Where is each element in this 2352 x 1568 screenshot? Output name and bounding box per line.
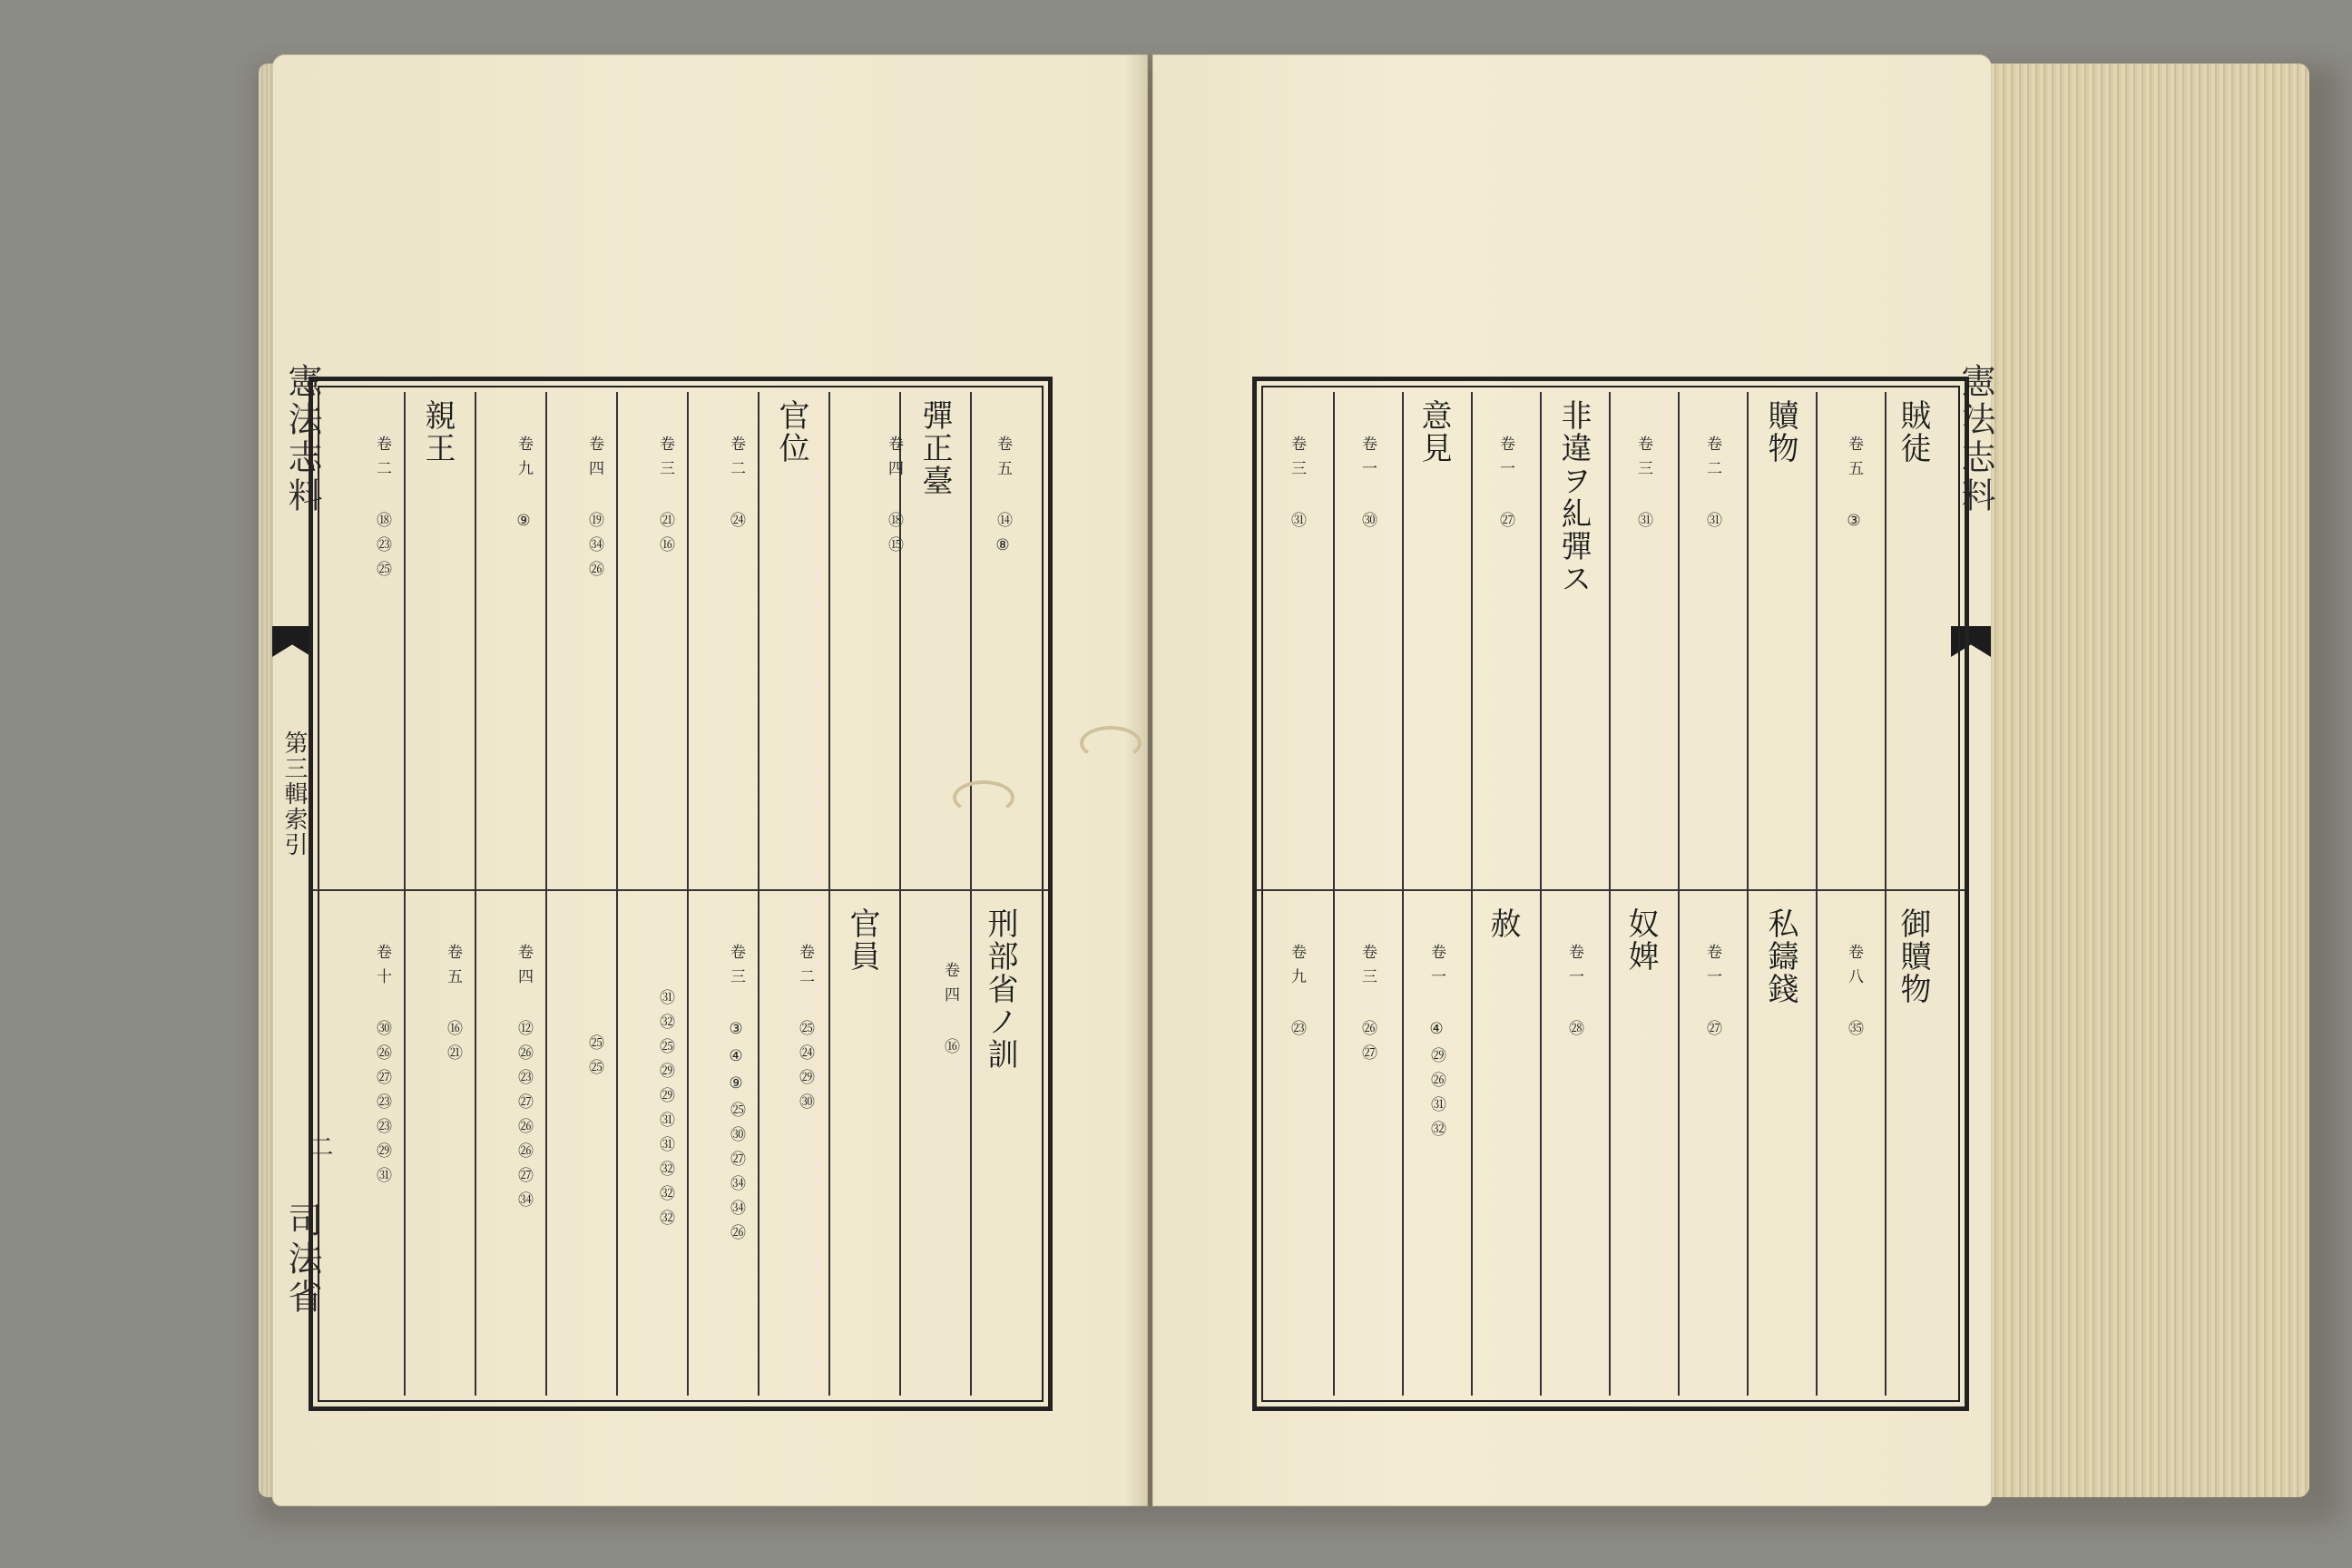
left-margin-bottom: 司法省 xyxy=(282,1202,322,1317)
binding-thread xyxy=(953,780,1014,815)
index-refs: 卷四 ⑱⑮ xyxy=(885,436,903,561)
index-refs: 卷四 ⑯ xyxy=(941,962,959,1063)
index-refs: 卷一 ④㉙㉖㉛㉜ xyxy=(1427,944,1446,1145)
index-head: 私鑄錢 xyxy=(1762,907,1798,1005)
index-refs: 卷一 ㉗ xyxy=(1703,944,1721,1044)
binding-thread xyxy=(1080,726,1142,760)
index-refs: 卷三 ㉛ xyxy=(1634,436,1652,536)
index-head: 赦 xyxy=(1485,907,1521,940)
index-refs: 卷五 ⑯㉑ xyxy=(444,944,462,1069)
index-refs: 卷一 ㉗ xyxy=(1496,436,1514,536)
index-head: 官位 xyxy=(773,399,809,465)
index-refs: 卷二 ㉛ xyxy=(1703,436,1721,536)
index-refs: 卷四 ⑫㉖㉓㉗㉖㉖㉗㉞ xyxy=(514,944,533,1216)
index-refs: 卷八 ㉟ xyxy=(1845,944,1863,1044)
index-refs: 卷一 ㉚ xyxy=(1358,436,1377,536)
index-head: 贖物 xyxy=(1762,399,1798,465)
index-refs: 卷一 ㉘ xyxy=(1565,944,1583,1044)
index-head: 非違ヲ糺彈ス xyxy=(1555,399,1592,595)
index-refs: 卷四 ⑲㉞㉖ xyxy=(585,436,603,585)
right-index-frame xyxy=(1252,377,1969,1411)
index-refs: ㉕㉕ xyxy=(585,1034,603,1083)
index-refs: ㉛㉜㉕㉙㉙㉛㉛㉜㉜㉜ xyxy=(656,989,674,1234)
index-head: 賊徒 xyxy=(1895,399,1931,465)
left-index-frame xyxy=(309,377,1053,1411)
right-page-edges xyxy=(1983,64,2309,1497)
index-refs: 卷三 ㉖㉗ xyxy=(1358,944,1377,1069)
index-refs: 卷五 ⑭⑧ xyxy=(994,436,1012,564)
index-head: 官員 xyxy=(844,907,880,973)
left-margin-title: 憲法志料 xyxy=(282,363,322,515)
index-head: 親王 xyxy=(419,399,456,465)
left-page-number: 二 xyxy=(306,1134,333,1160)
index-head: 彈正臺 xyxy=(916,399,953,497)
index-refs: 卷五 ③ xyxy=(1845,436,1863,539)
index-refs: 卷九 ⑨ xyxy=(514,436,533,539)
index-refs: 卷三 ㉑⑯ xyxy=(656,436,674,561)
index-head: 御贖物 xyxy=(1895,907,1931,1005)
frame-divider xyxy=(313,889,1048,891)
index-refs: 卷二 ⑱㉓㉕ xyxy=(373,436,391,585)
frame-divider xyxy=(1257,889,1965,891)
index-refs: 卷二 ㉔ xyxy=(727,436,745,536)
fish-tail-mark xyxy=(272,626,312,657)
left-margin-sub: 第三輯索引 xyxy=(280,730,308,858)
index-refs: 卷三 ③④⑨㉕㉚㉗㉞㉞㉖ xyxy=(727,944,745,1249)
index-head: 意見 xyxy=(1416,399,1452,465)
index-refs: 卷九 ㉓ xyxy=(1288,944,1306,1044)
index-refs: 卷二 ㉕㉔㉙㉚ xyxy=(796,944,814,1118)
right-margin-title: 憲法志料 xyxy=(1955,363,1995,515)
index-refs: 卷三 ㉛ xyxy=(1288,436,1306,536)
index-head: 刑部省ノ訓 xyxy=(982,907,1018,1071)
index-head: 奴婢 xyxy=(1622,907,1659,973)
index-refs: 卷十 ㉚㉖㉗㉓㉓㉙㉛ xyxy=(373,944,391,1191)
